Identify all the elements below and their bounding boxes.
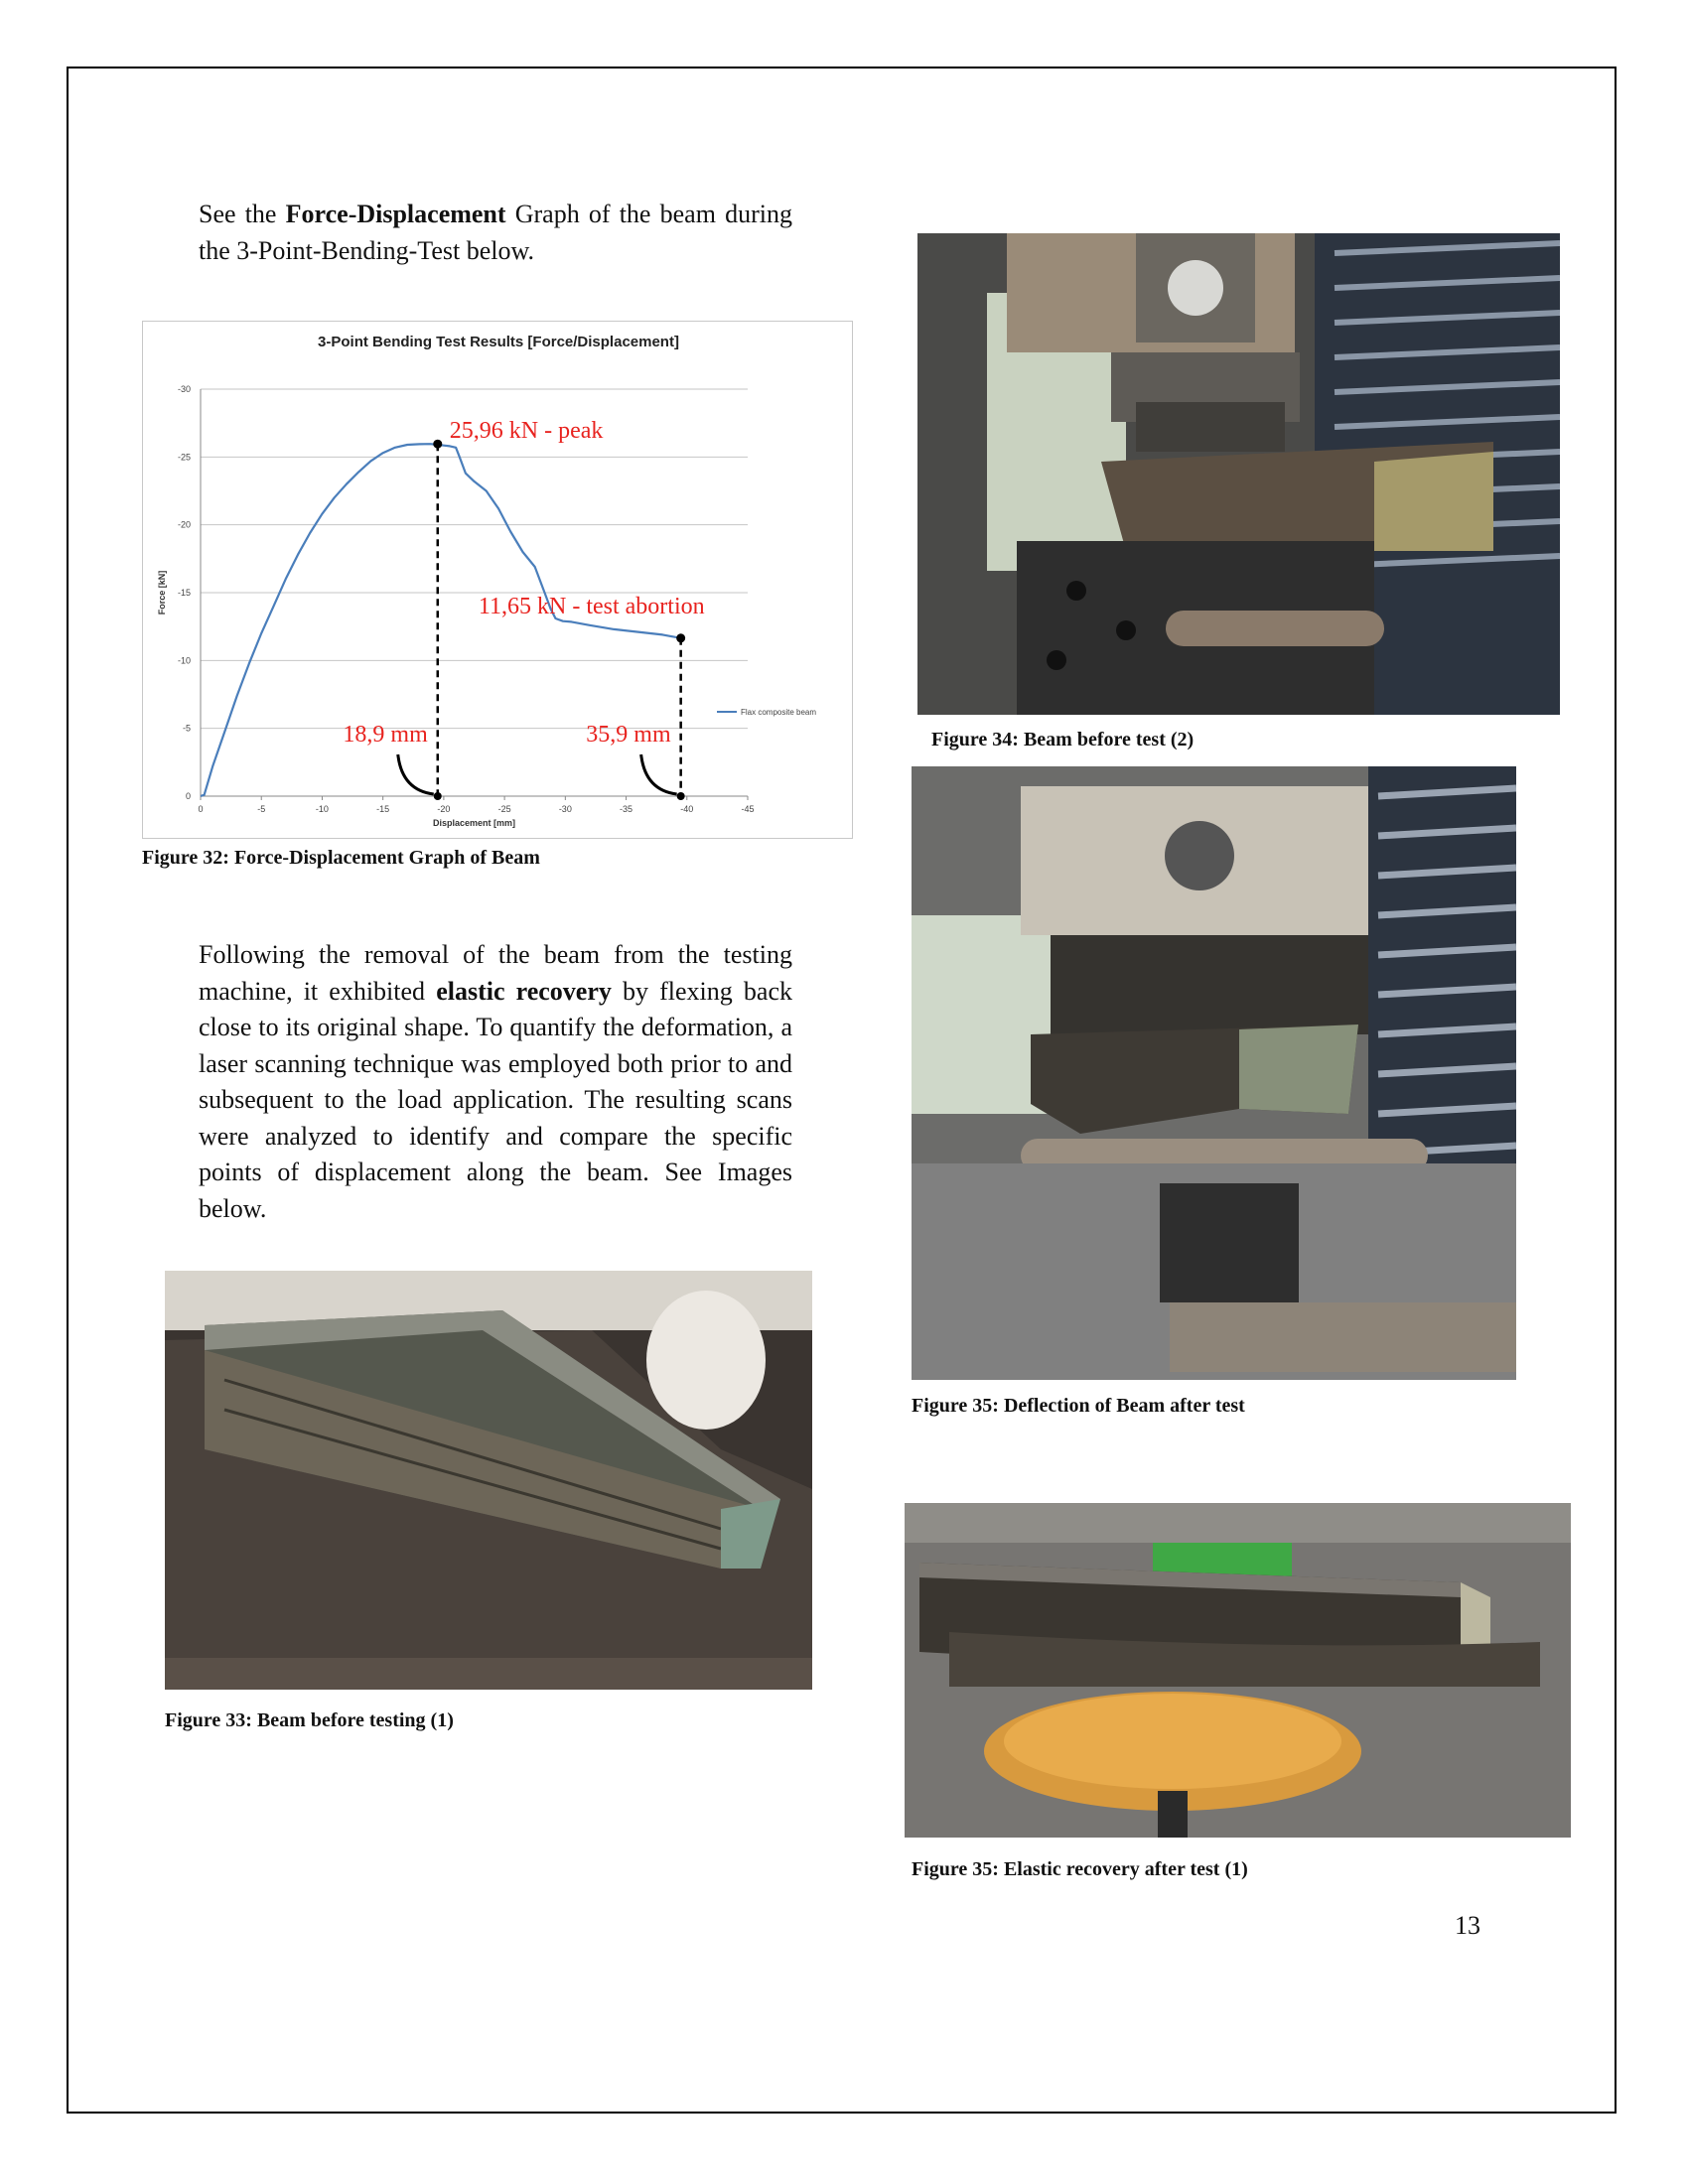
x-tick-label: -5 bbox=[257, 804, 266, 814]
y-axis-label: Force [kN] bbox=[157, 570, 167, 615]
x-tick-label: -35 bbox=[620, 804, 633, 814]
figure-35-elastic-caption: Figure 35: Elastic recovery after test (1) bbox=[912, 1858, 1248, 1880]
intro-paragraph bbox=[199, 197, 792, 269]
peak-annotation: 25,96 kN - peak bbox=[449, 418, 604, 445]
x-axis-label: Displacement [mm] bbox=[432, 818, 516, 828]
peak-displacement-arrow bbox=[398, 754, 434, 794]
chart-svg bbox=[143, 322, 854, 840]
intro-suffix: Graph of the beam during the 3-Point-Bending-Test below. bbox=[199, 200, 792, 265]
peak-displacement-annotation: 18,9 mm bbox=[343, 722, 428, 748]
y-tick-label: -20 bbox=[177, 519, 191, 530]
beam-before-testing-photo bbox=[165, 1271, 812, 1690]
x-tick-label: -25 bbox=[497, 804, 511, 814]
y-tick-label: 0 bbox=[185, 791, 191, 801]
legend-entry: Flax composite beam bbox=[741, 708, 817, 717]
intro-prefix: See the bbox=[199, 200, 286, 228]
intro-bold: Force-Displacement bbox=[285, 200, 506, 228]
x-tick-label: -15 bbox=[376, 804, 390, 814]
y-tick-label: -25 bbox=[177, 452, 191, 463]
para2-prefix: Following the removal of the beam from the testing machine, it exhibited bbox=[199, 940, 792, 1006]
figure-33-caption: Figure 33: Beam before testing (1) bbox=[165, 1709, 454, 1731]
y-tick-label: -10 bbox=[177, 655, 191, 666]
elastic-recovery-paragraph bbox=[199, 937, 792, 1227]
abortion-point bbox=[676, 633, 685, 642]
y-tick-label: -30 bbox=[177, 384, 191, 394]
figure-35-deflection-caption: Figure 35: Deflection of Beam after test bbox=[912, 1395, 1245, 1417]
y-tick-label: -15 bbox=[177, 588, 191, 598]
chart-title: 3-Point Bending Test Results [Force/Displacement] bbox=[318, 334, 679, 350]
x-tick-label: -40 bbox=[680, 804, 694, 814]
abortion-displacement-arrow bbox=[641, 754, 677, 794]
deflection-after-test-photo bbox=[912, 766, 1516, 1380]
x-tick-label: -10 bbox=[315, 804, 329, 814]
peak-displacement-point bbox=[434, 792, 442, 800]
abortion-displacement-point bbox=[677, 792, 685, 800]
x-tick-label: -30 bbox=[558, 804, 572, 814]
x-tick-label: -45 bbox=[741, 804, 755, 814]
para2-suffix: by flexing back close to its original shape. To quantify the deformation, a laser scanning technique was employed both prior to and subsequent to the load application. The resulting scans were analyzed to identify and compare the specific points of displacement along the beam. See Images below. bbox=[199, 976, 792, 1223]
abortion-displacement-annotation: 35,9 mm bbox=[586, 722, 671, 748]
peak-point bbox=[433, 440, 442, 449]
y-tick-label: -5 bbox=[182, 723, 191, 734]
elastic-recovery-photo bbox=[905, 1503, 1571, 1838]
x-tick-label: 0 bbox=[198, 804, 204, 814]
abortion-annotation: 11,65 kN - test abortion bbox=[478, 593, 705, 619]
force-displacement-chart bbox=[142, 321, 853, 839]
beam-before-test-2-photo bbox=[917, 233, 1560, 715]
figure-32-caption: Figure 32: Force-Displacement Graph of Beam bbox=[142, 847, 540, 869]
para2-bold: elastic recovery bbox=[436, 976, 612, 1006]
x-tick-label: -20 bbox=[437, 804, 451, 814]
figure-34-caption: Figure 34: Beam before test (2) bbox=[931, 729, 1195, 751]
page-number: 13 bbox=[1455, 1911, 1480, 1940]
